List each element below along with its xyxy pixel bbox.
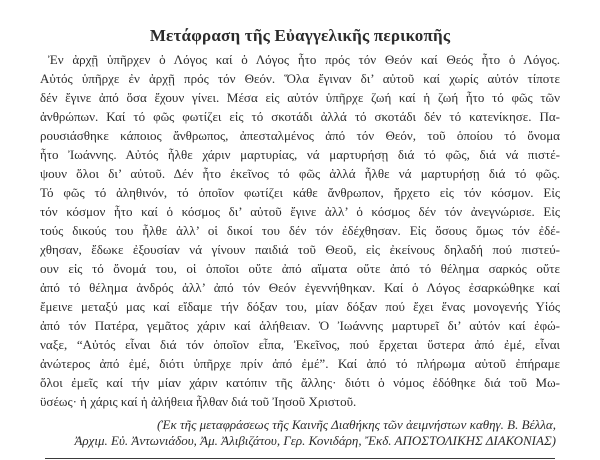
body-line: δέν ἔγινε ἀπό ὅσα ἔχουν γίνει. Μέσα εἰς αὐτόν ὑπῆρχε ζωή καί ἡ ζωή ἦτο τό φῶς τῶν <box>40 90 560 105</box>
body-line: ἔμεινε μεταξύ μας καί εἴδαμε τήν δόξαν του, μίαν δόξαν πού ἔχει ἕνας μονογενής Υἱός <box>40 299 560 314</box>
body-line: ἀπό τό θέλημα ἀνδρός ἀλλ’ ἀπό τόν Θεόν ἐγεννήθηκαν. Καί ὁ Λόγος ἐσαρκώθηκε καί <box>40 280 560 295</box>
page-title: Μετάφραση τῆς Εὐαγγελικῆς περικοπῆς <box>149 26 451 45</box>
body-line: τόν κόσμον ἦτο καί ὁ κόσμος δι’ αὐτοῦ ἔγινε ἀλλ’ ὁ κόσμος δέν τόν ἀνεγνώρισε. Εἰς <box>40 204 560 219</box>
body-line: ἀνθρώπων. Καί τό φῶς φωτίζει εἰς τό σκοτάδι ἀλλά τό σκοτάδι δέν τό κατενίκησε. Πα- <box>40 109 560 124</box>
body-text <box>40 50 560 411</box>
body-line: Αὐτός ὑπῆρχε ἐν ἀρχῇ πρός τόν Θεόν. Ὅλα ἔγιναν δι’ αὐτοῦ καί χωρίς αὐτόν τίποτε <box>40 71 560 86</box>
body-line: τούς δικούς του ἦλθε ἀλλ’ οἱ δικοί του δέν τόν ἐδέχθησαν. Εἰς ὅσους ὅμως τόν ἐδέ- <box>40 223 560 238</box>
body-line: ναξε, “Αὐτός εἶναι διά τόν ὁποῖον εἶπα, Ἐκεῖνος, πού ἔρχεται ὕστερα ἀπό ἐμέ, εἶναι <box>40 337 560 352</box>
body-line: ὅλοι ἐμεῖς καί τήν μίαν χάριν κατόπιν τῆς ἄλλης· διότι ὁ νόμος ἐδόθηκε διά τοῦ Μω- <box>40 375 560 390</box>
source-note-line: Ἀρχιμ. Εὐ. Ἀντωνιάδου, Ἀμ. Ἀλιβιζάτου, Γερ. Κονιδάρη, Ἔκδ. ΑΠΟΣΤΟΛΙΚΗΣ ΔΙΑΚΟΝΙΑΣ) <box>74 433 556 448</box>
source-note-line: (Ἐκ τῆς μεταφράσεως τῆς Καινῆς Διαθήκης τῶν ἀειμνήστων καθηγ. Β. Βέλλα, <box>156 417 556 432</box>
body-line: χθησαν, ἔδωκε ἐξουσίαν νά γίνουν παιδιά τοῦ Θεοῦ, εἰς ἐκείνους δηλαδή πού πιστεύ- <box>40 242 560 257</box>
body-line: ψουν ὅλοι δι’ αὐτοῦ. Δέν ἦτο ἐκεῖνος τό φῶς ἀλλά ἦλθε νά μαρτυρήσῃ διά τό φῶς. <box>40 166 560 181</box>
body-line: ϋσέως· ἡ χάρις καί ἡ ἀλήθεια ἦλθαν διά τοῦ Ἰησοῦ Χριστοῦ. <box>40 394 357 409</box>
body-line: Τό φῶς τό ἀληθινόν, τό ὁποῖον φωτίζει κάθε ἄνθρωπον, ἤρχετο εἰς τόν κόσμον. Εἰς <box>40 185 560 200</box>
body-line: ἀνώτερος ἀπό ἐμέ, διότι ὑπῆρχε πρίν ἀπό ἐμέ”. Καί ἀπό τό πλήρωμα αὐτοῦ ἐπήραμε <box>40 356 560 371</box>
source-note <box>40 417 556 449</box>
body-line: ἀπό τόν Πατέρα, γεμᾶτος χάριν καί ἀλήθειαν. Ὁ Ἰωάννης μαρτυρεῖ δι’ αὐτόν καί ἐφώ- <box>40 318 560 333</box>
body-line: ρουσιάσθηκε κάποιος ἄνθρωπος, ἀπεσταλμένος ἀπό τόν Θεόν, τοῦ ὁποίου τό ὄνομα <box>40 128 560 143</box>
body-line: ἦτο Ἰωάννης. Αὐτός ἦλθε χάριν μαρτυρίας, νά μαρτυρήσῃ διά τό φῶς, διά νά πιστέ- <box>40 147 560 162</box>
body-line: Ἐν ἀρχῇ ὑπῆρχεν ὁ Λόγος καί ὁ Λόγος ἦτο πρός τόν Θεόν καί Θεός ἦτο ὁ Λόγος. <box>48 52 560 67</box>
body-line: ουν εἰς τό ὄνομά του, οἱ ὁποῖοι οὔτε ἀπό αἵματα οὔτε ἀπό τό θέλημα σαρκός οὔτε <box>40 261 560 276</box>
